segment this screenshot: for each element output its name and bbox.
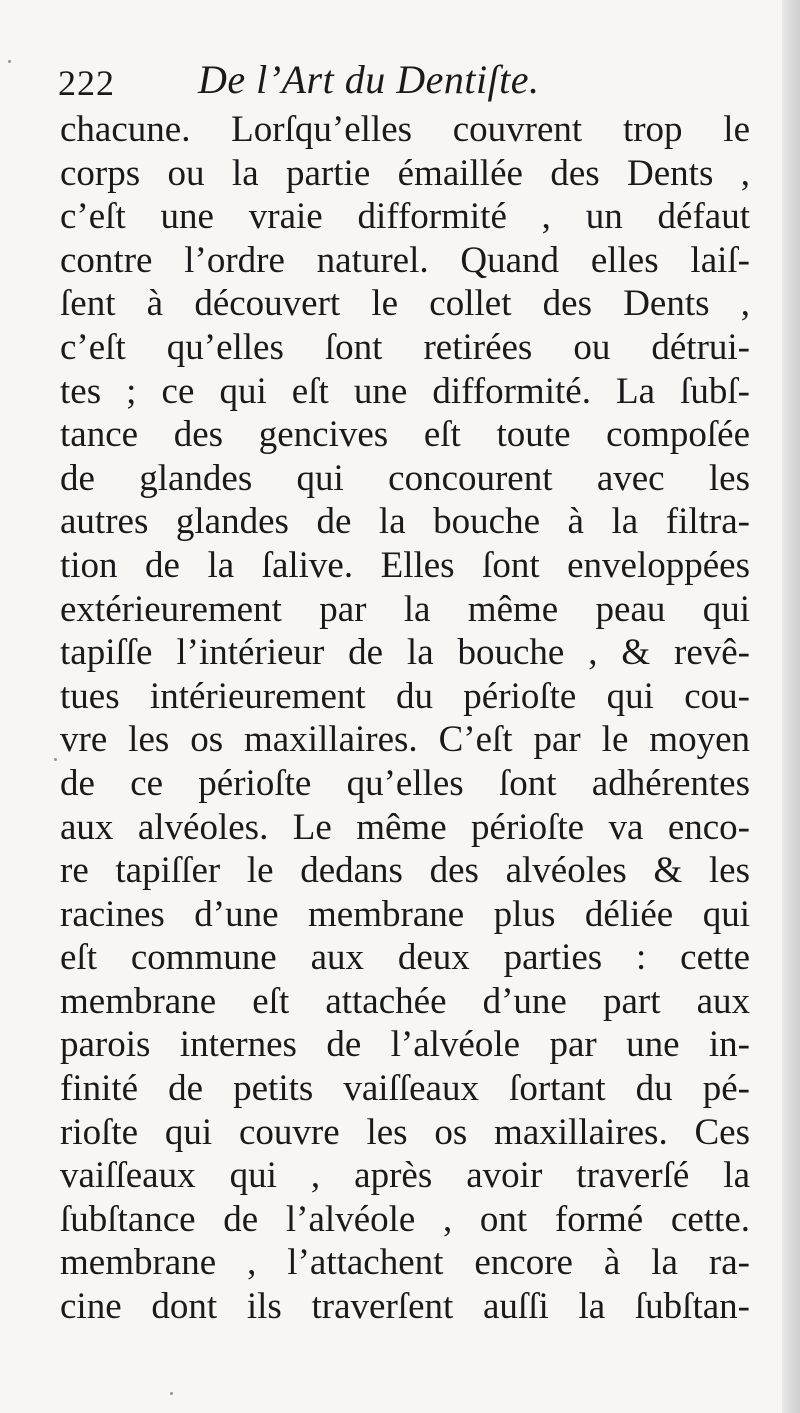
body-text [60, 108, 750, 1329]
text-line: corps ou la partie émaillée des Dents , [60, 152, 750, 194]
text-line: chacune. Lorſqu’elles couvrent trop le [60, 109, 750, 150]
text-line: vre les os maxillaires. C’eſt par le moyen [60, 719, 750, 761]
paper-speck [54, 758, 57, 761]
text-line: membrane eſt attachée d’une part aux [60, 980, 750, 1022]
text-line: autres glandes de la bouche à la filtra- [60, 501, 750, 543]
text-line: extérieurement par la même peau qui [60, 588, 750, 630]
paper-speck [170, 1392, 173, 1395]
text-line: parois internes de l’alvéole par une in- [60, 1024, 750, 1066]
page-number: 222 [58, 63, 115, 103]
text-line: de ce périoſte qu’elles ſont adhérentes [60, 762, 750, 804]
text-line: finité de petits vaiſſeaux ſortant du pé- [60, 1068, 750, 1110]
text-line: tance des gencives eſt toute compoſée [60, 414, 750, 456]
text-line: rioſte qui couvre les os maxillaires. Ces [60, 1111, 750, 1153]
text-line: vaiſſeaux qui , après avoir traverſé la [60, 1155, 750, 1197]
text-line: c’eſt qu’elles ſont retirées ou détrui- [60, 326, 750, 368]
running-title: De l’Art du Dentiſte. [198, 57, 540, 102]
text-line: tion de la ſalive. Elles ſont enveloppées [60, 544, 750, 586]
text-line: eſt commune aux deux parties : cette [60, 937, 750, 979]
text-line: racines d’une membrane plus déliée qui [60, 893, 750, 935]
text-line: ſent à découvert le collet des Dents , [60, 283, 750, 325]
text-line: aux alvéoles. Le même périoſte va enco- [60, 806, 750, 848]
paper-speck [8, 60, 11, 63]
text-line: tues intérieurement du périoſte qui cou- [60, 675, 750, 717]
text-line: re tapiſſer le dedans des alvéoles & les [60, 850, 750, 892]
text-line: tes ; ce qui eſt une difformité. La ſubſ- [60, 370, 750, 412]
page-header [58, 56, 748, 108]
text-line: cine dont ils traverſent auſſi la ſubſtan- [60, 1286, 750, 1328]
text-line: tapiſſe l’intérieur de la bouche , & revê- [60, 632, 750, 674]
text-line: membrane , l’attachent encore à la ra- [60, 1242, 750, 1284]
page-edge [782, 0, 800, 1413]
text-line: c’eſt une vraie difformité , un défaut [60, 196, 750, 238]
text-line: ſubſtance de l’alvéole , ont formé cette. [60, 1198, 750, 1240]
text-line: de glandes qui concourent avec les [60, 457, 750, 499]
text-line: contre l’ordre naturel. Quand elles laiſ- [60, 239, 750, 281]
